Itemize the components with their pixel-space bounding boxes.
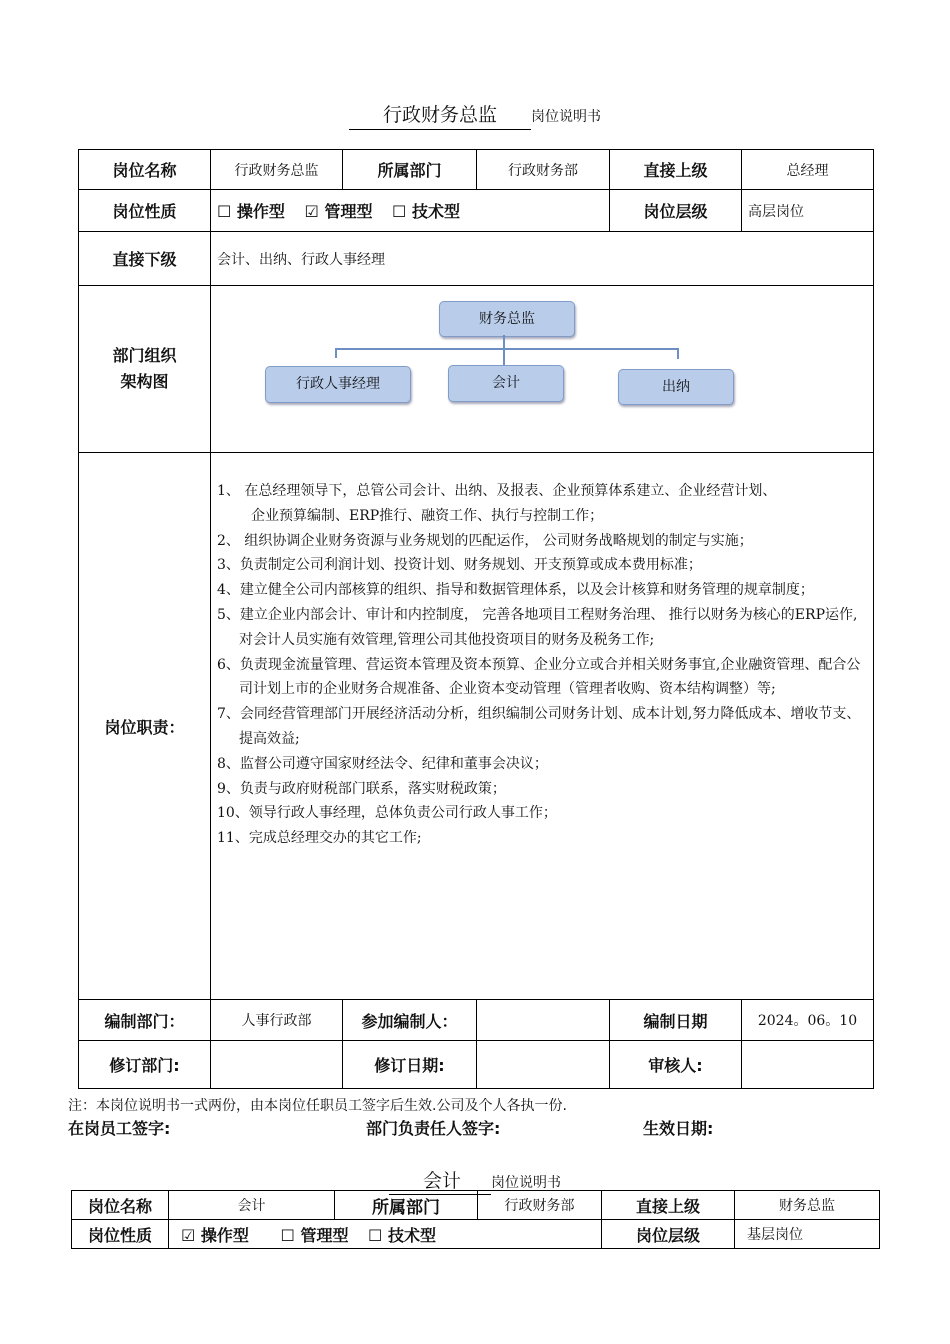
duty-item: 企业预算编制、ERP推行、融资工作、执行与控制工作； [251, 507, 604, 524]
duty-item: 2、 组织协调企业财务资源与业务规划的匹配运作， 公司财务战略规划的制定与实施； [217, 532, 753, 549]
employee-signature-label: 在岗员工签字: [68, 1119, 171, 1138]
job-description-table-2 [71, 1190, 880, 1249]
department-value: 行政财务部 [477, 150, 610, 190]
position-type-options [169, 1220, 602, 1249]
position-name-label: 岗位名称 [72, 1191, 169, 1220]
rev-date-value[interactable] [477, 1041, 610, 1089]
position-level-value: 高层岗位 [742, 190, 874, 232]
org-connector [335, 348, 679, 350]
reviewer-label: 审核人: [610, 1041, 742, 1089]
position-name-value: 会计 [169, 1191, 335, 1220]
org-node-hr-manager: 行政人事经理 [265, 366, 411, 403]
doc2-title-suffix: 岗位说明书 [491, 1175, 561, 1191]
prep-date-value: 2024。06。10 [742, 1000, 874, 1041]
participants-label: 参加编制人： [343, 1000, 477, 1041]
org-node-cashier: 出纳 [618, 369, 734, 405]
department-value: 行政财务部 [478, 1191, 602, 1220]
job-description-table [78, 149, 874, 1089]
duty-item: 3、负责制定公司利润计划、投资计划、财务规划、开支预算或成本费用标准； [217, 557, 702, 574]
prep-dept-value: 人事行政部 [211, 1000, 343, 1041]
org-node-director: 财务总监 [439, 301, 575, 337]
superior-label: 直接上级 [610, 150, 742, 190]
doc-title-suffix: 岗位说明书 [531, 109, 601, 125]
checkbox-icon: ☐ [368, 1225, 383, 1245]
subordinates-label: 直接下级 [79, 232, 211, 286]
position-type-label: 岗位性质 [79, 190, 211, 232]
reviewer-value[interactable] [742, 1041, 874, 1089]
position-name-value: 行政财务总监 [211, 150, 343, 190]
duty-item: 11、完成总经理交办的其它工作; [217, 830, 422, 847]
option-technical[interactable]: ☐ 技术型 [368, 1225, 436, 1245]
checkbox-checked-icon: ☑ [304, 202, 319, 221]
dept-head-signature-label: 部门负责任人签字: [366, 1119, 501, 1138]
position-level-label: 岗位层级 [602, 1220, 735, 1249]
participants-value[interactable] [477, 1000, 610, 1041]
option-technical[interactable]: ☐ 技术型 [392, 202, 460, 221]
superior-label: 直接上级 [602, 1191, 735, 1220]
doc-title-main: 行政财务总监 [349, 100, 531, 130]
rev-dept-value[interactable] [211, 1041, 343, 1089]
note-text: 注：本岗位说明书一式两份，由本岗位任职员工签字后生效.公司及个人各执一份. [68, 1098, 567, 1114]
checkbox-icon: ☐ [280, 1225, 295, 1245]
position-type-label: 岗位性质 [72, 1220, 169, 1249]
duty-item: 5、建立企业内部会计、审计和内控制度， 完善各地项目工程财务治理、 推行以财务为核心的ERP运作,对会计人员实施有效管理,管理公司其他投资项目的财务及税务工作; [217, 606, 858, 648]
option-management[interactable]: ☑ 管理型 [304, 202, 373, 221]
org-chart [211, 286, 873, 452]
prep-dept-label: 编制部门： [79, 1000, 211, 1041]
org-connector [677, 348, 679, 359]
option-operation[interactable]: ☑ 操作型 [181, 1225, 249, 1245]
position-level-label: 岗位层级 [610, 190, 742, 232]
duty-item: 9、负责与政府财税部门联系，落实财税政策； [217, 780, 506, 797]
prep-date-label: 编制日期 [610, 1000, 742, 1041]
subordinates-value: 会计、出纳、行政人事经理 [211, 232, 874, 286]
duty-item: 6、负责现金流量管理、营运资本管理及资本预算、企业分立或合并相关财务事宜,企业融资管理、配合公司计划上市的企业财务合规准备、企业资本变动管理（管理者收购、资本结构调整）等; [217, 656, 861, 698]
duty-item: 8、监督公司遵守国家财经法令、纪律和董事会决议； [217, 755, 548, 772]
rev-date-label: 修订日期: [343, 1041, 477, 1089]
duties-label: 岗位职责： [79, 453, 211, 1000]
checkbox-checked-icon: ☑ [181, 1225, 196, 1245]
duties-list [211, 453, 874, 1000]
duty-item: 10、领导行政人事经理，总体负责公司行政人事工作； [217, 805, 557, 822]
rev-dept-label: 修订部门: [79, 1041, 211, 1089]
org-chart-label: 部门组织 架构图 [79, 286, 211, 453]
effective-date-label: 生效日期: [643, 1119, 714, 1138]
duty-item: 1、 在总经理领导下，总管公司会计、出纳、及报表、企业预算体系建立、企业经营计划、 [217, 483, 777, 499]
superior-value: 总经理 [742, 150, 874, 190]
org-connector [503, 348, 505, 365]
department-label: 所属部门 [335, 1191, 478, 1220]
doc-title [0, 100, 950, 130]
org-chart-cell [211, 286, 874, 453]
org-connector [335, 348, 337, 358]
department-label: 所属部门 [343, 150, 477, 190]
org-connector [503, 335, 505, 348]
option-management[interactable]: ☐ 管理型 [280, 1225, 349, 1245]
option-operation[interactable]: ☐ 操作型 [217, 202, 285, 221]
position-type-options [211, 190, 610, 232]
position-name-label: 岗位名称 [79, 150, 211, 190]
superior-value: 财务总监 [735, 1191, 880, 1220]
duty-item: 7、会同经营管理部门开展经济活动分析，组织编制公司财务计划、成本计划,努力降低成本、增收节支、提高效益; [217, 706, 861, 747]
checkbox-icon: ☐ [217, 202, 232, 221]
position-level-value: 基层岗位 [735, 1220, 880, 1249]
doc2-title-main: 会计 [389, 1166, 491, 1195]
org-node-accountant: 会计 [448, 365, 564, 402]
checkbox-icon: ☐ [392, 202, 407, 221]
duty-item: 4、建立健全公司内部核算的组织、指导和数据管理体系，以及会计核算和财务管理的规章制度； [217, 582, 814, 599]
